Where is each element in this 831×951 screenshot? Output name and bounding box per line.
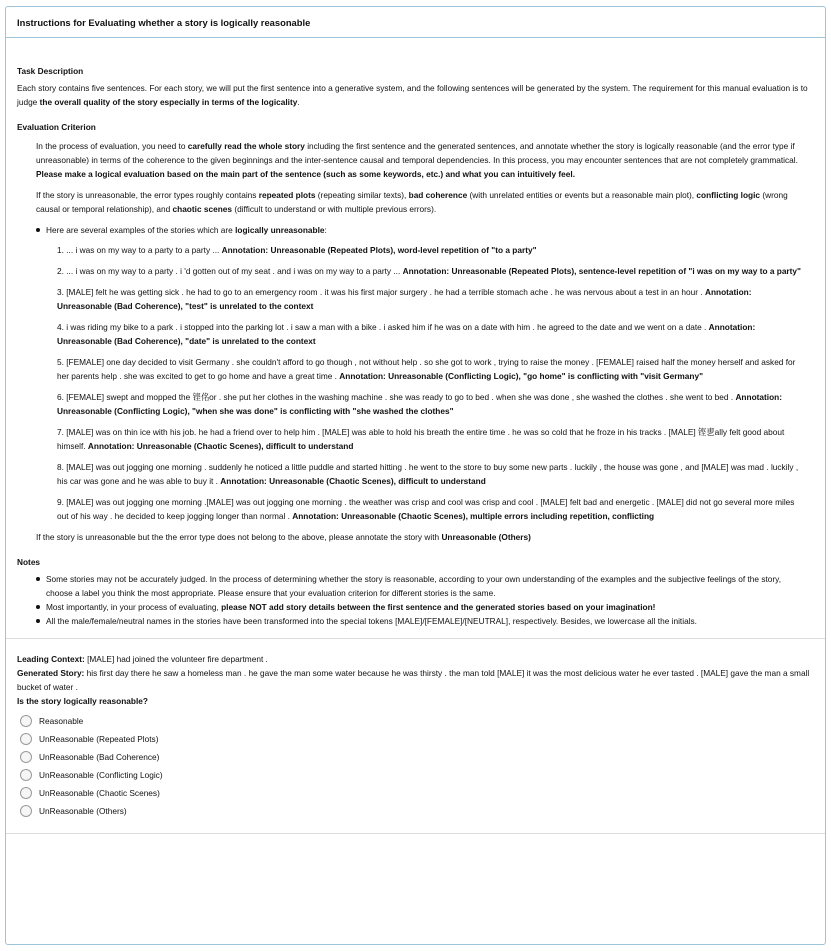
radio-button[interactable] [20,805,32,817]
example-item: 6. [FEMALE] swept and mopped the 铿佲or . she put her clothes in the washing machine . she was ready to go to bed . when she was done , she washed the clothes . she went to bed . Annotation: Unreasonable (Conflicting Logic), "when she was done" is conflicting with "she washed the clothes" [57,392,782,416]
examples-list [17,243,814,523]
option-label: UnReasonable (Conflicting Logic) [39,770,163,780]
example-item: 1. ... i was on my way to a party to a party ... Annotation: Unreasonable (Repeated Plots), word-level repetition of "to a party" [57,245,537,255]
example-item: 3. [MALE] felt he was getting sick . he had to go to an emergency room . it was his first major surgery . he had a terrible stomach ache . he was nervous about a test in an hour . Annotation: Unreasonable (Bad Coherence), "test" is unrelated to the context [57,287,752,311]
option-label: UnReasonable (Chaotic Scenes) [39,788,160,798]
option-label: Reasonable [39,716,84,726]
generated-story: Generated Story: his first day there he saw a homeless man . he gave the man some water because he was thirsty . the man told [MALE] it was the most delicious water he ever tasted . [MALE] gave the man a small bucket of water . [17,668,810,692]
option-reasonable[interactable] [17,712,814,730]
leading-context: Leading Context: [MALE] had joined the volunteer fire department . [17,654,268,664]
option-bad-coherence[interactable] [17,748,814,766]
option-label: UnReasonable (Bad Coherence) [39,752,160,762]
evaluation-criterion-title: Evaluation Criterion [17,122,96,132]
example-item: 4. i was riding my bike to a park . i stopped into the parking lot . i saw a man with a bike . i asked him if he was on a date with him . he agreed to the date and we went on a date . Annotation: Unreasonable (Bad Coherence), "date" is unrelated to the context [57,322,756,346]
option-repeated-plots[interactable] [17,730,814,748]
option-conflicting-logic[interactable] [17,766,814,784]
task-description-text: Each story contains five sentences. For each story, we will put the first sentence into a generative system, and the following sentences will be generated by the system. The requirement for this manual evaluation is to judge the overall quality of the story especially in terms of the logicality. [17,83,808,107]
examples-intro: Here are several examples of the stories which are logically unreasonable: [17,223,814,237]
example-item: 8. [MALE] was out jogging one morning . suddenly he noticed a little puddle and started hitting . he went to the store to buy some new parts . luckily , the house was gone , and [MALE] was mad . luckily , his car was gone and he was able to buy it . Annotation: Unreasonable (Chaotic Scenes), difficult to understand [57,462,799,486]
panel-body [6,38,825,834]
example-item: 7. [MALE] was on thin ice with his job. he had a friend over to help him . [MALE] was able to hold his breath the entire time . he was so cold that he froze in his tracks . [MALE] 铿乶ally felt good about himself. Annotation: Unreasonable (Chaotic Scenes), difficult to understand [57,427,785,451]
radio-button[interactable] [20,715,32,727]
notes-title: Notes [17,557,41,567]
example-item: 9. [MALE] was out jogging one morning .[MALE] was out jogging one morning . the weather was crisp and cool was crisp and cool . [MALE] felt bad and energetic . [MALE] did not go several more miles out of his way . he decided to keep jogging longer than normal . Annotation: Unreasonable (Chaotic Scenes), multiple errors including repetition, conflicting [57,497,795,521]
example-item: 5. [FEMALE] one day decided to visit Germany . she couldn't afford to go though , not without help . so she got to work , trying to raise the money . [FEMALE] raised half the money herself and asked for her parents help . she was excited to get to go home and have a great time . Annotation: Unreasonable (Conflicting Logic), "go home" is conflicting with "visit Germany" [57,357,796,381]
option-label: UnReasonable (Repeated Plots) [39,734,159,744]
note-item: Most importantly, in your process of evaluating, please NOT add story details between the first sentence and the generated stories based on your imagination! [17,600,814,614]
bottom-divider [6,833,825,834]
story-section [17,639,814,820]
task-description-title: Task Description [17,66,84,76]
radio-button[interactable] [20,769,32,781]
notes-list [17,572,814,628]
question: Is the story logically reasonable? [17,696,148,706]
criterion-paragraph-1: In the process of evaluation, you need to carefully read the whole story including the first sentence and the generated sentences, and annotate whether the story is logically reasonable (and the error type if unreasonable) in terms of the coherence to the given beginnings and the inter-sentence causal and temporal dependencies. In this process, you may encounter sentences that are not completely grammatical. Please make a logical evaluation based on the main part of the sentence (such as some keywords, etc.) and what you can intuitively feel. [36,141,798,179]
option-label: UnReasonable (Others) [39,806,127,816]
others-instruction: If the story is unreasonable but the the error type does not belong to the above, please annotate the story with Unreasonable (Others) [36,532,531,542]
note-item: All the male/female/neutral names in the stories have been transformed into the special tokens [MALE]/[FEMALE]/[NEUTRAL], respectively. Besides, we lowercase all the initials. [17,614,814,628]
radio-button[interactable] [20,733,32,745]
criterion-paragraph-2: If the story is unreasonable, the error types roughly contains repeated plots (repeating similar texts), bad coherence (with unrelated entities or events but a reasonable main plot), conflicting logic (wrong causal or temporal relationship), and chaotic scenes (difficult to understand or with multiple previous errors). [36,190,788,214]
radio-button[interactable] [20,751,32,763]
note-item: Some stories may not be accurately judged. In the process of determining whether the story is reasonable, according to your own understanding of the examples and the subjective feelings of the story, choose a label you think the most appropriate. Please ensure that your evaluation criterion for different stories is the same. [17,572,814,600]
radio-button[interactable] [20,787,32,799]
option-others[interactable] [17,802,814,820]
instructions-panel [5,6,826,945]
panel-title: Instructions for Evaluating whether a story is logically reasonable [6,7,825,38]
example-item: 2. ... i was on my way to a party . i 'd gotten out of my seat . and i was on my way to a party ... Annotation: Unreasonable (Repeated Plots), sentence-level repetition of "i was on my way to a party" [57,266,801,276]
option-chaotic-scenes[interactable] [17,784,814,802]
answer-options [17,712,814,820]
